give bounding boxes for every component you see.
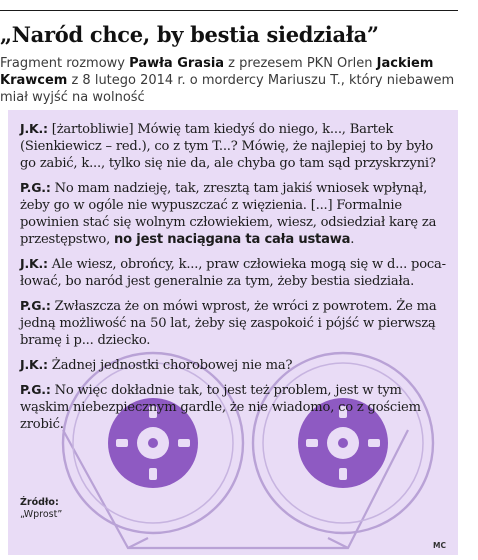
speaker-label: P.G.: xyxy=(20,180,51,195)
dialogue-turn xyxy=(20,356,452,374)
dialogue-turn xyxy=(20,381,452,433)
tape-guide xyxy=(128,538,348,548)
dialogue-turn xyxy=(20,297,452,349)
intro-text xyxy=(0,55,470,106)
turn-text: Żadnej jednostki chorobowej nie ma? xyxy=(47,358,293,373)
speaker-label: P.G.: xyxy=(20,382,51,397)
speaker-label: J.K.: xyxy=(20,357,48,372)
turn-text: No więc dokładnie tak, to jest też problem, jest w tym wąskim niebezpiecznym gardle, że nie wiadomo, co z gościem zrobić. xyxy=(20,383,421,432)
turn-emphasis: no jest naciągana ta cała ustawa xyxy=(114,232,351,247)
headline: „Naród chce, by bestia siedziała” xyxy=(0,22,379,47)
source-label: Źródło: xyxy=(20,497,59,508)
turn-text: Zwłaszcza że on mówi wprost, że wróci z powrotem. Że ma jedną możliwość na 50 lat, żeby się zaspokoić i pójść w pierwszą bramę i p... dziecko. xyxy=(20,299,437,348)
speaker-label: J.K.: xyxy=(20,121,48,136)
author-credit: MC xyxy=(433,541,446,550)
intro-name-gras: Pawła Grasia xyxy=(129,56,225,71)
source-value: „Wprost” xyxy=(20,509,63,520)
turn-text-tail: . xyxy=(350,232,355,247)
dialogue-turn xyxy=(20,255,452,290)
source-note xyxy=(20,497,62,521)
intro-part: z prezesem PKN Orlen xyxy=(224,56,377,71)
intro-name-krawiec: Jackiem Krawcem xyxy=(0,56,434,88)
intro-part: z 8 lutego 2014 r. o mordercy Mariuszu T., który niebawem miał wyjść na wolność xyxy=(0,73,455,105)
dialogue xyxy=(20,120,452,440)
turn-text: [żartobliwie] Mówię tam kiedyś do niego, k..., Bartek (Sienkiewicz – red.), co z tym T...? Mówię, że najlepiej to by było go zabić, k..., tylko się nie da, ale chyba go tam sąd przyskrzyni? xyxy=(20,122,436,171)
dialogue-turn xyxy=(20,120,452,172)
top-rule xyxy=(0,10,458,11)
transcript-panel xyxy=(8,110,458,555)
turn-text: Ale wiesz, obrońcy, k..., praw człowieka mogą się w d... poca-łować, bo naród jest generalnie za tym, żeby bestia siedziała. xyxy=(20,257,446,289)
turn-text: No mam nadzieję, tak, zresztą tam jakiś wniosek wpłynął, żeby go w ogóle nie wypuszczać z więzienia. [...] Formalnie powinien stać się wolnym człowiekiem, wiesz, odsiedział karę za przestępstwo, xyxy=(20,181,437,247)
intro-part: Fragment rozmowy xyxy=(0,56,130,71)
speaker-label: J.K.: xyxy=(20,256,48,271)
speaker-label: P.G.: xyxy=(20,298,51,313)
dialogue-turn xyxy=(20,179,452,248)
